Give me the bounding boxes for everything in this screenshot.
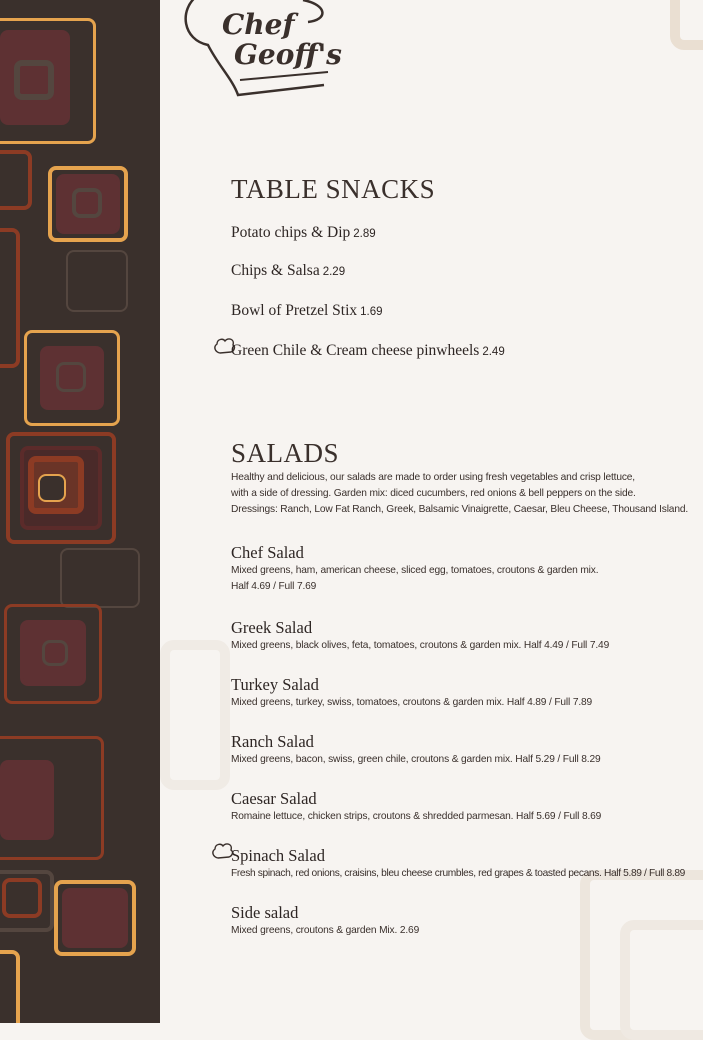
- item-name: Greek Salad: [231, 618, 313, 637]
- item-description: Mixed greens, croutons & garden Mix. 2.69: [231, 925, 420, 936]
- item-price: 2.89: [353, 228, 376, 240]
- intro-line: Healthy and delicious, our salads are made to order using fresh vegetables and crisp lettuce,: [231, 472, 635, 483]
- menu-item: [231, 302, 383, 320]
- logo-line-1: Chef: [222, 8, 295, 41]
- menu-item: [231, 789, 703, 825]
- item-price: 2.29: [322, 266, 346, 278]
- menu-item: [231, 224, 376, 242]
- item-price: 1.69: [360, 306, 383, 318]
- item-description: Mixed greens, black olives, feta, tomatoes, croutons & garden mix. Half 4.49 / Full 7.49: [231, 640, 610, 651]
- logo: [178, 0, 342, 100]
- background-square: [160, 640, 230, 790]
- menu-item: [231, 618, 703, 654]
- item-description: Romaine lettuce, chicken strips, croutons & shredded parmesan. Half 5.69 / Full 8.69: [231, 811, 602, 822]
- item-name: Caesar Salad: [231, 789, 317, 808]
- menu-item: [231, 675, 703, 711]
- item-description: Mixed greens, turkey, swiss, tomatoes, croutons & garden mix. Half 4.89 / Full 7.89: [231, 697, 593, 708]
- item-description: Fresh spinach, red onions, craisins, bleu cheese crumbles, red grapes & toasted pecans. Half 5.89 / Full 8.89: [231, 868, 685, 879]
- item-name: Bowl of Pretzel Stix: [231, 302, 358, 319]
- logo-line-2: Geoff's: [234, 38, 342, 71]
- menu-item: [231, 342, 505, 360]
- item-price: Half 4.69 / Full 7.69: [231, 581, 317, 592]
- item-name: Side salad: [231, 903, 299, 922]
- menu-item: [231, 846, 703, 882]
- item-name: Ranch Salad: [231, 732, 314, 751]
- salads-intro: [231, 470, 691, 518]
- menu-item: [231, 903, 703, 939]
- item-description: Mixed greens, ham, american cheese, sliced egg, tomatoes, croutons & garden mix.: [231, 565, 599, 576]
- section-title-table-snacks: TABLE SNACKS: [231, 174, 436, 204]
- item-price: 2.49: [482, 346, 505, 358]
- item-name: Turkey Salad: [231, 675, 319, 694]
- background-square: [670, 0, 703, 50]
- intro-line: Dressings: Ranch, Low Fat Ranch, Greek, Balsamic Vinaigrette, Caesar, Bleu Cheese, Thousand Island.: [231, 504, 689, 515]
- decorative-side-band: [0, 0, 160, 1023]
- intro-line: with a side of dressing. Garden mix: diced cucumbers, red onions & bell peppers on the side.: [231, 488, 636, 499]
- menu-item: [231, 262, 345, 280]
- item-name: Chef Salad: [231, 543, 304, 562]
- section-title-salads: SALADS: [231, 438, 340, 468]
- item-name: Chips & Salsa: [231, 262, 320, 279]
- item-name: Potato chips & Dip: [231, 224, 351, 241]
- item-description: Mixed greens, bacon, swiss, green chile, croutons & garden mix. Half 5.29 / Full 8.29: [231, 754, 601, 765]
- menu-item: [231, 732, 703, 768]
- menu-item: [231, 543, 703, 595]
- item-name: Spinach Salad: [231, 846, 325, 865]
- item-name: Green Chile & Cream cheese pinwheels: [231, 342, 480, 359]
